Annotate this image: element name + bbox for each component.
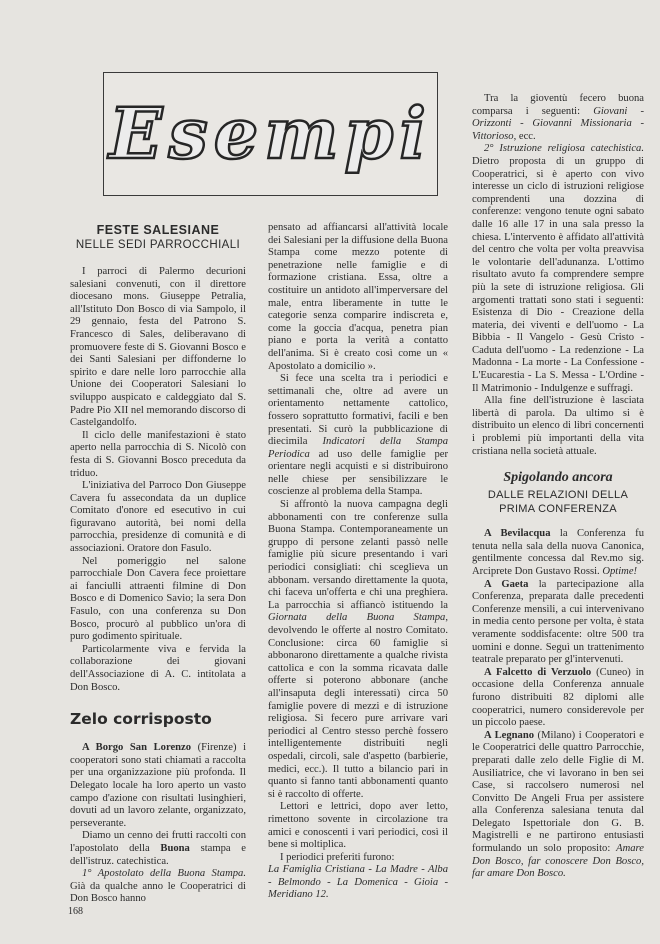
section-subtitle: NELLE SEDI PARROCCHIALI: [75, 239, 241, 251]
paragraph-text: stampa e dell'istruz. catechistica.: [70, 842, 246, 867]
place-name: A Gaeta: [484, 578, 529, 590]
paragraph-text: Tra la gioventù fecero buona comparsa i seguenti:: [472, 93, 644, 117]
paragraph: [472, 143, 644, 395]
paragraph: [472, 730, 644, 881]
paragraph-text: Diamo un cenno dei frutti raccolti con l'apostolato della: [70, 830, 246, 854]
paragraph-text: ad uso delle famiglie per orientare negli acquisti e si distribuirono nelle chiese per sensibilizzare le coscienze al problema della Stampa.: [268, 448, 448, 498]
paragraph: Alla fine dell'istruzione è lasciata libertà di parola. Da ultimo si è distribuito un elenco di libri concernenti i problemi più importanti della vita cristiana nella società attuale.: [472, 395, 644, 457]
page-number: 168: [68, 906, 83, 917]
paragraph: [70, 868, 246, 906]
spigolando-subtitle: [472, 488, 644, 516]
paragraph: [472, 528, 644, 578]
paragraph: pensato ad affiancarsi all'attività locale dei Salesiani per la diffusione della Buona Stampa come mezzo potente di penetrazione nelle famiglie e di formazione cristiana. Essa, oltre a costituire un antidoto all'imperversare del male, entra liberamente in tutte le categorie senza comparire indiscreta e, come la goccia d'acqua, penetra pian piano e porta la verità a contatto dell'anima. Si è creato così come un « Apostolato a domicilio ».: [268, 222, 448, 372]
paragraph-text: , ecc.: [513, 130, 536, 142]
paragraph-text: Si fece una scelta tra i periodici e settimanali che, oltre ad avere un orientamento nettamente cattolico, fossero soprattutto formativi, facili e ben presentati. Si curò la pubblicazione di diecimila: [268, 373, 448, 448]
page-title: Esempi: [109, 92, 432, 175]
paragraph: [70, 830, 246, 868]
header-title-box: [103, 72, 438, 196]
italic-text: Amare Don Bosco, far conoscere Don Bosco, far amare Don Bosco.: [472, 843, 644, 880]
paragraph-text: (Cuneo) in occasione della Conferenza annuale furono distribuiti 82 diplomi alle cooperatrici, numero considerevole per un piccolo paese.: [472, 666, 644, 729]
place-name: A Falcetto di Verzuolo: [484, 666, 592, 678]
column-right: [472, 93, 644, 881]
italic-text: Giovani - Orizzonti - Giovanni Missionaria - Vittorioso: [472, 105, 644, 142]
paragraph-text: Dietro proposta di un gruppo di Cooperatrici, si è aperto con vivo interesse un ciclo di istruzioni religiose comprendenti una dozzina di conferenze: vengono tenute ogni sabato dalle 16 alle 17 in una sala presso la chiesa. L'intervento è affidato all'attività del centro che volta per volta preavvisa le volontarie dell'adunanza. L'ottimo risultato avuto fa comprendere sempre più la sete di istruzione religiosa. Gli argomenti trattati sono stati i seguenti: Esistenza di Dio - Creazione della materia, dei viventi e dell'uomo - La Bibbia - Il Vangelo - Gesù Cristo - Caduta dell'uomo - La redenzione - La Madonna - La morte - La Confessione - L'Eucarestia - La S. Messa - L'Ordine - Il Matrimonio - Indulgenze e suffragi.: [472, 155, 644, 394]
paragraph: I parroci di Palermo decurioni salesiani convenuti, con il direttore diocesano mons. Giuseppe Petralia, all'Istituto Don Bosco di via Sampolo, il 29 gennaio, festa del Patrono S. Francesco di Sales, deliberavano di promuovere feste di S. Giovanni Bosco e dei Santi Salesiani per diffonderne lo spirito e dare nelle loro parrocchie alla Unione dei Cooperatori Salesiani lo sviluppo auspicato e caldeggiato dal S. Padre Pio XII nel memorando discorso di Castelgandolfo.: [70, 266, 246, 429]
item-label: 2° Istruzione religiosa catechistica.: [484, 143, 644, 155]
paragraph: Lettori e lettrici, dopo aver letto, rimettono sovente in circolazione tra amici e conoscenti i vari periodici, così il bene si moltiplica.: [268, 801, 448, 851]
section-title: FESTE SALESIANE: [96, 223, 220, 237]
paragraph-text: Si affrontò la nuova campagna degli abbonamenti con tre conferenze sulla Buona Stampa. Contemporaneamente un gruppo di persone zelanti passò nelle famiglie più sicure presentando i vari periodici consigliati: chi sceglieva un abbonam. versando direttamente la quota, chi faceva un'offerta e chi una preghiera. La parrocchia si affiancò istituendo la: [268, 499, 448, 611]
zelo-heading: Zelo corrisposto: [70, 710, 212, 729]
paragraph-text: , devolvendo le offerte al nostro Comitato. Conclusione: circa 60 famiglie si abbonarono direttamente a qualche rivista cattolica e con la somma ricavata dalle offerte si poterono abbonare (anche all'insaputa degli interessati) circa 50 famiglie povere di mezzi e di istruzione religiosa. Si fecero pure arrivare vari periodici al Centro stesso perchè fossero intelligentemente distribuiti negli ospedali, circoli, sale d'aspetto (barbierie, medici, ecc.). Il tutto a bilancio pari in quanto si fanno tanti abbonamenti quanto si è raccolto di offerte.: [268, 612, 448, 800]
paragraph: [268, 499, 448, 801]
paragraph: Particolarmente viva e fervida la collaborazione dei giovani dell'Associazione di A. C. intitolata a Don Bosco.: [70, 643, 246, 693]
column-left: [70, 222, 246, 906]
paragraph: Nel pomeriggio nel salone parrocchiale Don Cavera fece proiettare ai fanciulli attraenti filmine di Don Bosco e di Domenico Savio; la sera Don Fasulo, con una conferenza su Don Bosco, procurò al pubblico un'ora di puro godimento spirituale.: [70, 555, 246, 643]
paragraph: L'iniziativa del Parroco Don Giuseppe Cavera fu assecondata da un duplice Comitato d'onore ed esecutivo in cui figuravano autorità, bei nomi della parrocchia, presidenze di comunità e di associazioni. Oratore don Fasulo.: [70, 480, 246, 555]
paragraph-text: la Conferenza fu tenuta nella sala della nuova Canonica, gentilmente concessa dal Rev.mo sig. Arciprete Don Gustavo Rossi.: [472, 528, 644, 577]
paragraph: Il ciclo delle manifestazioni è stato aperto nella parrocchia di S. Nicolò con festa di S. Giovanni Bosco preceduta da triduo.: [70, 429, 246, 479]
place-name: A Borgo San Lorenzo: [82, 742, 192, 754]
place-name: A Bevilacqua: [484, 528, 551, 540]
paragraph-text: la partecipazione alla Conferenza, preparata dalle precedenti Conferenze mensili, a cui intervenivano in media cento persone per volta, è stata veramente soddisfacente: oltre 500 tra uomini e donne. Seguì un trattenimento teatrale preparato per gl'intervenuti.: [472, 578, 645, 666]
paragraph: [268, 373, 448, 499]
paragraph: [472, 93, 644, 143]
italic-text: Giornata della Buona Stampa: [268, 612, 446, 624]
subtitle-line: DALLE RELAZIONI DELLA: [487, 489, 629, 502]
paragraph-text: Già da qualche anno le Cooperatrici di Don Bosco hanno: [70, 880, 246, 905]
subtitle-line: PRIMA CONFERENZA: [499, 503, 617, 516]
bold-text: Buona: [160, 842, 190, 854]
column-middle: [268, 222, 448, 902]
paragraph: [70, 742, 246, 830]
spigolando-heading: Spigolando ancora: [503, 470, 613, 486]
paragraph: I periodici preferiti furono:: [280, 851, 395, 863]
italic-text: Optime!: [602, 566, 638, 577]
place-name: A Legnano: [484, 729, 535, 741]
paragraph-text: (Milano) i Cooperatori e le Cooperatrici delle quattro Parrocchie, preparati dalle zelo delle Figlie di M. Ausiliatrice, che vi lavorano in ben sei Case, si raccolsero numerosi nel Convitto De Angeli Frua per assistere alla Conferenza salesiana tenuta dal Delegato Ispettoriale don G. B. Magistrelli e ne partirono entusiasti formulando un solo proposito:: [472, 729, 645, 855]
periodicals-list: La Famiglia Cristiana - La Madre - Alba - Belmondo - La Domenica - Gioia - Meridiano 12.: [268, 864, 448, 901]
item-label: 1° Apostolato della Buona Stampa.: [82, 868, 246, 880]
italic-text: Indicatori della Stampa Periodica: [268, 436, 448, 460]
paragraph-text: (Firenze) i cooperatori sono stati chiamati a raccolta per una organizzazione più profonda. Il Delegato locale ha loro aperto un vasto campo d'azione con risultati lusinghieri, dovuti ad un lavoro zelante, organizzato, perseverante.: [70, 742, 247, 829]
paragraph: [472, 667, 644, 730]
paragraph: [472, 579, 644, 667]
